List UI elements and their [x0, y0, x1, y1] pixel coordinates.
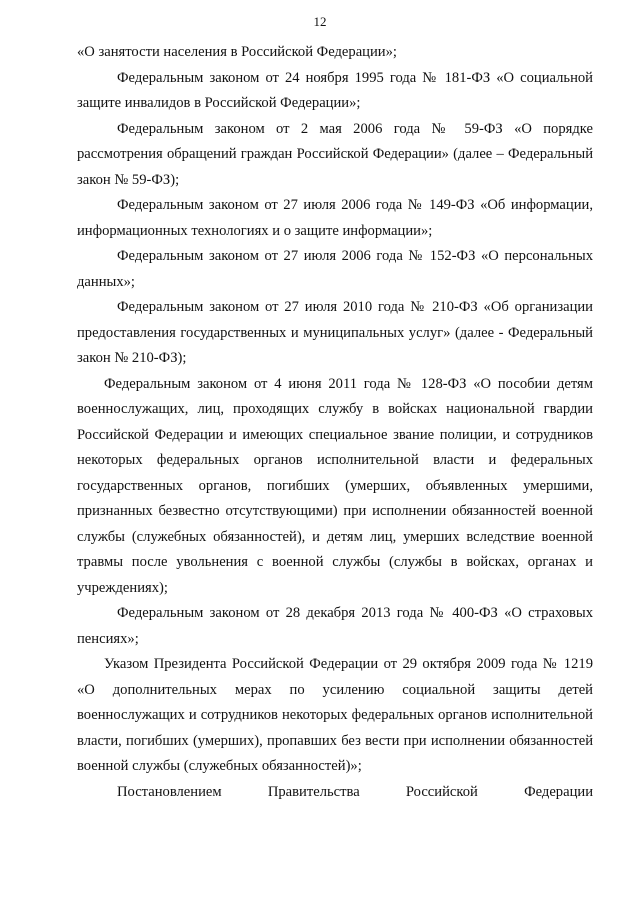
paragraph-law-149-fz: Федеральным законом от 27 июля 2006 года № 149-ФЗ «Об информации, информационных технологиях и о защите информации»; — [77, 197, 593, 239]
document-body — [77, 40, 593, 805]
paragraph-law-400-fz: Федеральным законом от 28 декабря 2013 года № 400-ФЗ «О страховых пенсиях»; — [77, 605, 593, 647]
paragraph-employment-law-continuation: «О занятости населения в Российской Федерации»; — [77, 44, 397, 60]
paragraph-law-210-fz: Федеральным законом от 27 июля 2010 года № 210-ФЗ «Об организации предоставления государственных и муниципальных услуг» (далее - Федеральный закон № 210-ФЗ); — [77, 299, 593, 366]
page-number: 12 — [313, 14, 327, 29]
paragraph-law-59-fz: Федеральным законом от 2 мая 2006 года № 59-ФЗ «О порядке рассмотрения обращений граждан Российской Федерации» (далее – Федеральный закон № 59-ФЗ); — [77, 120, 593, 188]
paragraph-law-152-fz: Федеральным законом от 27 июля 2006 года № 152-ФЗ «О персональных данных»; — [77, 248, 593, 290]
paragraph-law-181-fz: Федеральным законом от 24 ноября 1995 года № 181-ФЗ «О социальной защите инвалидов в Российской Федерации»; — [77, 69, 593, 111]
paragraph-government-resolution: Постановлением Правительства Российской Федерации — [117, 783, 593, 800]
paragraph-law-128-fz: Федеральным законом от 4 июня 2011 года № 128-ФЗ «О пособии детям военнослужащих, лиц, проходящих службу в войсках национальной гвардии Российской Федерации и имеющих специальное звание полиции, и сотрудников некоторых федеральных органов исполнительной власти и федеральных государственных органов, погибших (умерших, объявленных умершими, признанных безвестно отсутствующими) при исполнении обязанностей военной службы (служебных обязанностей), и детям лиц, умерших вследствие военной травмы после увольнения с военной службы (службы в войсках, органах и учреждениях); — [77, 375, 593, 596]
paragraph-decree-1219: Указом Президента Российской Федерации от 29 октября 2009 года № 1219 «О дополнительных мерах по усилению социальной защиты детей военнослужащих и сотрудников некоторых федеральных органов исполнительной власти, погибших (умерших), пропавших без вести при исполнении обязанностей военной службы (служебных обязанностей)»; — [77, 656, 593, 774]
